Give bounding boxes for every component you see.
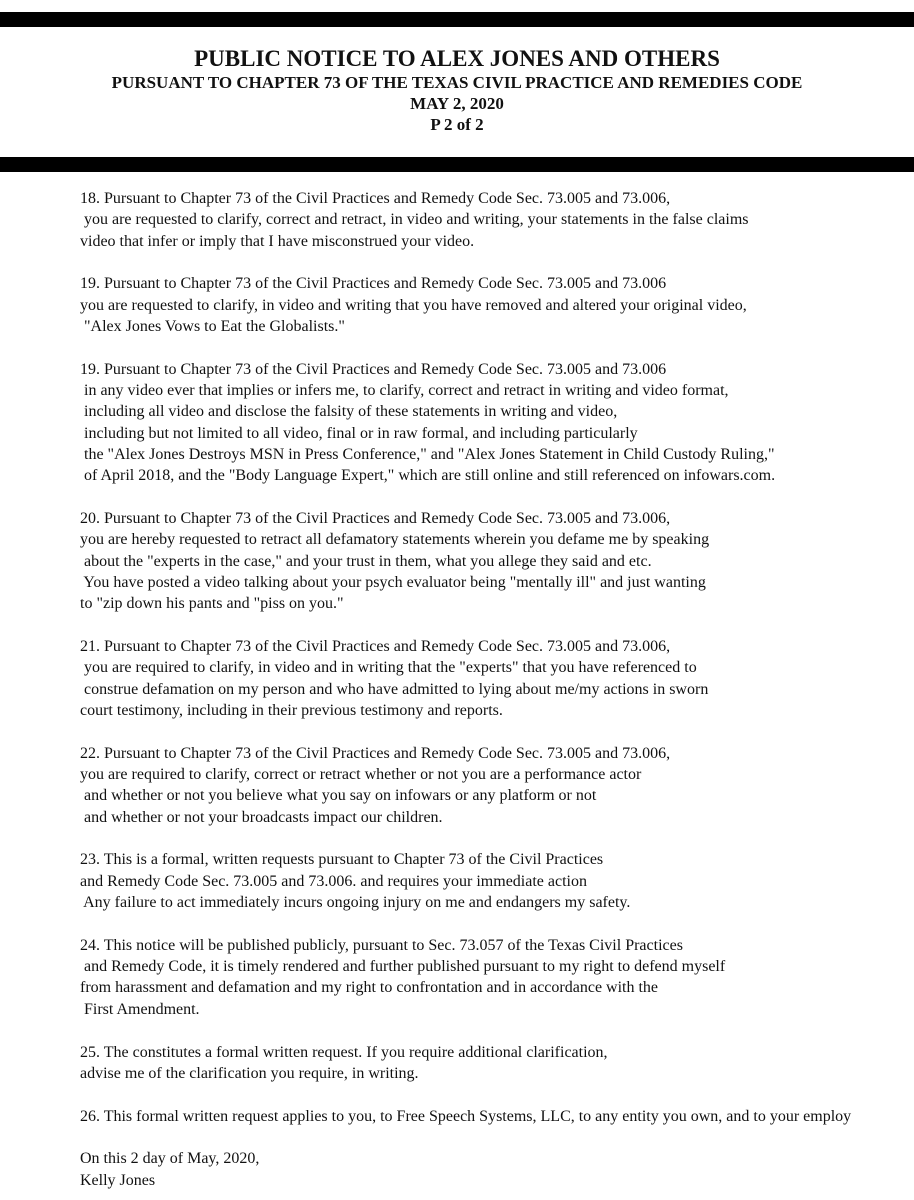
notice-paragraph <box>80 273 914 337</box>
notice-paragraph <box>80 508 914 614</box>
paragraph-line: First Amendment. <box>80 1000 200 1018</box>
notice-date: MAY 2, 2020 <box>410 94 504 113</box>
paragraph-line: including all video and disclose the falsity of these statements in writing and video, <box>80 403 618 421</box>
paragraph-line: 21. Pursuant to Chapter 73 of the Civil Practices and Remedy Code Sec. 73.005 and 73.006, <box>80 638 671 656</box>
notice-subtitle: PURSUANT TO CHAPTER 73 OF THE TEXAS CIVIL PRACTICE AND REMEDIES CODE <box>111 73 803 92</box>
paragraph-line: 19. Pursuant to Chapter 73 of the Civil Practices and Remedy Code Sec. 73.005 and 73.006 <box>80 360 667 378</box>
paragraph-line: 23. This is a formal, written requests pursuant to Chapter 73 of the Civil Practices <box>80 851 604 869</box>
paragraph-line: video that infer or imply that I have misconstrued your video. <box>80 232 475 250</box>
paragraph-line: 22. Pursuant to Chapter 73 of the Civil Practices and Remedy Code Sec. 73.005 and 73.006, <box>80 744 671 762</box>
paragraph-line: Any failure to act immediately incurs ongoing injury on me and endangers my safety. <box>80 894 631 912</box>
paragraph-line: you are hereby requested to retract all defamatory statements wherein you defame me by speaking <box>80 531 710 549</box>
paragraph-line: 18. Pursuant to Chapter 73 of the Civil Practices and Remedy Code Sec. 73.005 and 73.006, <box>80 190 671 207</box>
paragraph-line: from harassment and defamation and my right to confrontation and in accordance with the <box>80 979 659 997</box>
paragraph-line: you are required to clarify, in video and in writing that the "experts" that you have referenced to <box>80 659 697 677</box>
paragraph-line: the "Alex Jones Destroys MSN in Press Conference," and "Alex Jones Statement in Child Custody Ruling," <box>80 445 775 463</box>
signature-block <box>80 1148 914 1191</box>
paragraph-line: including but not limited to all video, final or in raw formal, and including particularly <box>80 424 638 442</box>
notice-paragraph <box>80 935 914 1020</box>
paragraph-line: and Remedy Code, it is timely rendered and further published pursuant to my right to defend myself <box>80 958 726 976</box>
notice-paragraph <box>80 1106 914 1127</box>
notice-body <box>80 188 914 1191</box>
notice-header <box>0 46 914 135</box>
paragraph-line: to "zip down his pants and "piss on you." <box>80 595 344 613</box>
paragraph-line: you are required to clarify, correct or retract whether or not you are a performance actor <box>80 766 642 784</box>
paragraph-line: 19. Pursuant to Chapter 73 of the Civil Practices and Remedy Code Sec. 73.005 and 73.006 <box>80 275 667 293</box>
paragraph-line: you are requested to clarify, correct and retract, in video and writing, your statements in the false claims <box>80 211 749 229</box>
paragraph-line: "Alex Jones Vows to Eat the Globalists." <box>80 317 345 335</box>
top-rule <box>0 12 914 27</box>
paragraph-line: construe defamation on my person and who have admitted to lying about me/my actions in sworn <box>80 680 709 698</box>
paragraph-line: about the "experts in the case," and your trust in them, what you allege they said and etc. <box>80 552 652 570</box>
paragraph-line: advise me of the clarification you require, in writing. <box>80 1064 419 1082</box>
notice-paragraph <box>80 636 914 721</box>
paragraph-line: and whether or not you believe what you say on infowars or any platform or not <box>80 787 597 805</box>
paragraph-line: in any video ever that implies or infers me, to clarify, correct and retract in writing and video format, <box>80 382 729 400</box>
paragraph-line: and whether or not your broadcasts impact our children. <box>80 808 443 826</box>
notice-paragraph <box>80 743 914 828</box>
paragraph-list <box>80 188 914 1127</box>
notice-paragraph <box>80 849 914 913</box>
signature-name: Kelly Jones <box>80 1171 156 1189</box>
paragraph-line: of April 2018, and the "Body Language Expert," which are still online and still referenced on infowars.com. <box>80 467 776 485</box>
paragraph-line: 24. This notice will be published publicly, pursuant to Sec. 73.057 of the Texas Civil Practices <box>80 936 683 954</box>
notice-paragraph <box>80 1042 914 1085</box>
notice-title: PUBLIC NOTICE TO ALEX JONES AND OTHERS <box>194 46 720 71</box>
header-bottom-rule <box>0 157 914 172</box>
page-number: P 2 of 2 <box>430 115 484 134</box>
signature-date: On this 2 day of May, 2020, <box>80 1150 260 1168</box>
notice-paragraph <box>80 359 914 487</box>
paragraph-line: You have posted a video talking about your psych evaluator being "mentally ill" and just wanting <box>80 573 706 591</box>
paragraph-line: 26. This formal written request applies to you, to Free Speech Systems, LLC, to any entity you own, and to your employ <box>80 1107 852 1125</box>
paragraph-line: 25. The constitutes a formal written request. If you require additional clarification, <box>80 1043 608 1061</box>
paragraph-line: court testimony, including in their previous testimony and reports. <box>80 701 503 719</box>
paragraph-line: 20. Pursuant to Chapter 73 of the Civil Practices and Remedy Code Sec. 73.005 and 73.006, <box>80 510 671 528</box>
notice-paragraph <box>80 188 914 252</box>
paragraph-line: you are requested to clarify, in video and writing that you have removed and altered your original video, <box>80 296 747 314</box>
paragraph-line: and Remedy Code Sec. 73.005 and 73.006. and requires your immediate action <box>80 872 587 890</box>
